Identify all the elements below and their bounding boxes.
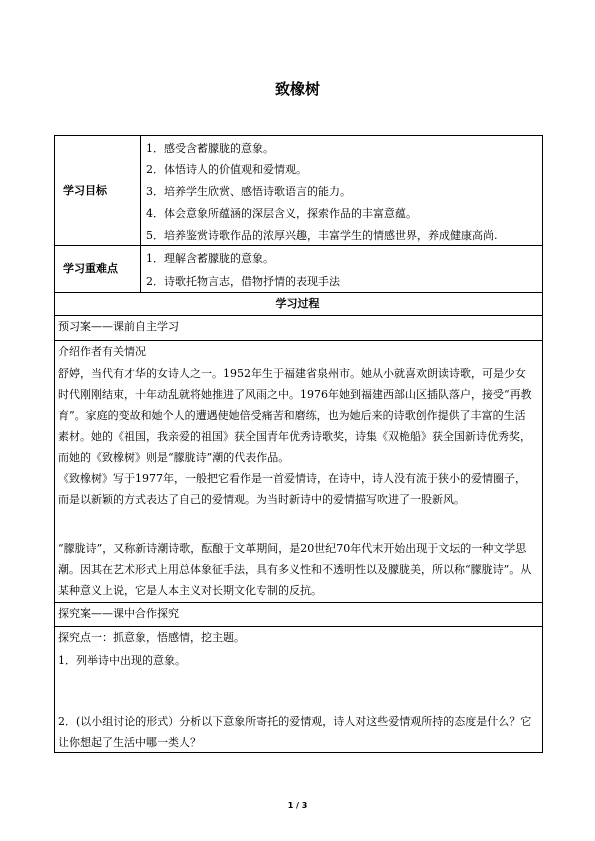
question-2: 2．(以小组讨论的形式）分析以下意象所寄托的爱情观，诗人对这些爱情观所持的态度是什么？它让你想起了生活中哪一类人？ [58, 715, 532, 749]
objective-item: 2．体悟诗人的价值观和爱情观。 [146, 163, 307, 176]
key-points-label: 学习重难点 [63, 262, 118, 275]
row-divider [54, 315, 543, 316]
poem-paragraph: 《致橡树》写于1977年，一般把它看作是一首爱情诗，在诗中，诗人没有流于狭小的爱情圈子，而是以新颖的方式表达了自己的爱情观。为当时新诗中的爱情描写吹进了一股新风。 [58, 472, 526, 506]
objective-item: 5．培养鉴赏诗歌作品的浓厚兴趣，丰富学生的情感世界，养成健康高尚. [146, 229, 498, 242]
objective-item: 4．体会意象所蕴涵的深层含义，探索作品的丰富意蕴。 [146, 207, 417, 220]
key-point-item: 2．诗歌托物言志，借物抒情的表现手法 [146, 275, 340, 288]
explore-point: 探究点一：抓意象，悟感情，挖主题。 [58, 631, 245, 644]
intro-heading: 介绍作者有关情况 [58, 345, 146, 358]
page-number: 1 / 3 [287, 801, 308, 810]
objective-item: 3．培养学生欣赏、感悟诗歌语言的能力。 [146, 185, 351, 198]
row-divider [54, 626, 543, 627]
row-divider [54, 340, 543, 341]
explore-title: 探究案——课中合作探究 [58, 607, 179, 620]
question-1: 1．列举诗中出现的意象。 [58, 654, 186, 667]
row-divider [54, 245, 543, 246]
menglong-paragraph: “朦胧诗”，又称新诗潮诗歌，酝酿于文革期间，是20世纪70年代末开始出现于文坛的一种文学思潮。因其在艺术形式上用总体象征手法，具有多义性和不透明性以及朦胧美，所以称“朦胧诗”。从某种意义上说，它是人本主义对长期文化专制的反抗。 [58, 542, 532, 597]
objectives-label: 学习目标 [63, 184, 107, 197]
document-title: 致橡树 [274, 80, 320, 98]
label-column-divider [140, 135, 141, 292]
preview-title: 预习案——课前自主学习 [58, 320, 179, 333]
author-paragraph: 舒婷，当代有才华的女诗人之一。1952年生于福建省泉州市。她从小就喜欢朗读诗歌，可是少女时代刚刚结束，十年动乱就将她推进了风雨之中。1976年她到福建西部山区插队落户，接受“再教育”。家庭的变故和她个人的遭遇使她倍受痛苦和磨练，也为她后来的诗歌创作提供了丰富的生活素材。她的《祖国，我亲爱的祖国》获全国青年优秀诗歌奖，诗集《双桅船》获全国新诗优秀奖，而她的《致橡树》则是“朦胧诗”潮的代表作品。 [58, 367, 532, 464]
objective-item: 1．感受含蓄朦胧的意象。 [146, 142, 274, 155]
key-point-item: 1．理解含蓄朦胧的意象。 [146, 252, 274, 265]
row-divider [54, 602, 543, 603]
process-header: 学习过程 [275, 297, 320, 310]
row-divider [54, 292, 543, 293]
